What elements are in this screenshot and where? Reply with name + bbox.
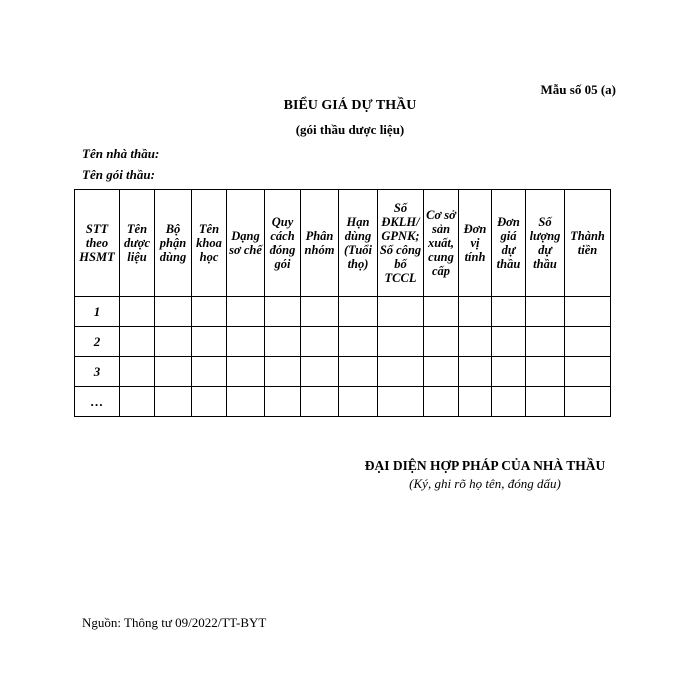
table-cell [565, 387, 611, 417]
table-cell [339, 327, 378, 357]
table-cell [492, 387, 526, 417]
col-header: Tên dược liệu [120, 190, 155, 297]
table-row [75, 357, 611, 387]
table-cell [378, 297, 424, 327]
table-row [75, 387, 611, 417]
table-cell [265, 297, 301, 327]
table-cell [424, 327, 459, 357]
table-cell [526, 357, 565, 387]
row-number: 1 [75, 297, 120, 327]
table-cell [424, 387, 459, 417]
table-cell [227, 357, 265, 387]
col-header: Bộ phận dùng [155, 190, 192, 297]
table-header-row [75, 190, 611, 297]
table-cell [424, 357, 459, 387]
row-number: 3 [75, 357, 120, 387]
table-cell [565, 297, 611, 327]
table-cell [339, 357, 378, 387]
col-header: STT theo HSMT [75, 190, 120, 297]
table-cell [192, 297, 227, 327]
package-name-label: Tên gói thầu: [82, 167, 155, 182]
signature-note: (Ký, ghi rõ họ tên, đóng dấu) [409, 476, 561, 491]
col-header: Đơn vị tính [459, 190, 492, 297]
table-cell [227, 327, 265, 357]
table-cell [459, 297, 492, 327]
table-cell [459, 357, 492, 387]
table-cell [565, 327, 611, 357]
table-cell [227, 297, 265, 327]
table-cell [492, 357, 526, 387]
col-header: Hạn dùng (Tuổi thọ) [339, 190, 378, 297]
table-cell [526, 297, 565, 327]
col-header: Thành tiền [565, 190, 611, 297]
table-cell [459, 327, 492, 357]
page-subtitle: (gói thầu dược liệu) [295, 122, 405, 137]
page-title: BIỂU GIÁ DỰ THẦU [283, 98, 417, 113]
table-cell [526, 327, 565, 357]
table-cell [120, 327, 155, 357]
table-cell [155, 297, 192, 327]
table-row [75, 297, 611, 327]
table-cell [192, 387, 227, 417]
form-code: Mẫu số 05 (a) [540, 82, 616, 97]
table-cell [120, 387, 155, 417]
table-cell [301, 297, 339, 327]
row-number: … [75, 387, 120, 417]
table-cell [227, 387, 265, 417]
table-cell [265, 387, 301, 417]
table-cell [492, 297, 526, 327]
table-cell [301, 327, 339, 357]
table-cell [459, 387, 492, 417]
table-cell [492, 327, 526, 357]
col-header: Đơn giá dự thầu [492, 190, 526, 297]
table-cell [301, 387, 339, 417]
col-header: Phân nhóm [301, 190, 339, 297]
col-header: Số lượng dự thầu [526, 190, 565, 297]
table-cell [120, 357, 155, 387]
bid-price-table [74, 189, 611, 417]
row-number: 2 [75, 327, 120, 357]
col-header: Cơ sở sản xuất, cung cấp [424, 190, 459, 297]
table-cell [339, 297, 378, 327]
source-note: Nguồn: Thông tư 09/2022/TT-BYT [82, 615, 267, 630]
table-cell [155, 357, 192, 387]
table-cell [526, 387, 565, 417]
signature-title: ĐẠI DIỆN HỢP PHÁP CỦA NHÀ THẦU [364, 458, 606, 473]
table-cell [265, 357, 301, 387]
table-cell [192, 327, 227, 357]
table-cell [155, 387, 192, 417]
table-cell [301, 357, 339, 387]
table-cell [378, 327, 424, 357]
contractor-name-label: Tên nhà thầu: [82, 146, 160, 161]
table-cell [424, 297, 459, 327]
table-cell [155, 327, 192, 357]
col-header: Quy cách đóng gói [265, 190, 301, 297]
col-header: Số ĐKLH/ GPNK; Số công bố TCCL [378, 190, 424, 297]
table-cell [378, 387, 424, 417]
table-cell [339, 387, 378, 417]
table-cell [192, 357, 227, 387]
table-cell [265, 327, 301, 357]
col-header: Dạng sơ chế [227, 190, 265, 297]
table-cell [565, 357, 611, 387]
table-cell [378, 357, 424, 387]
col-header: Tên khoa học [192, 190, 227, 297]
table-cell [120, 297, 155, 327]
table-row [75, 327, 611, 357]
